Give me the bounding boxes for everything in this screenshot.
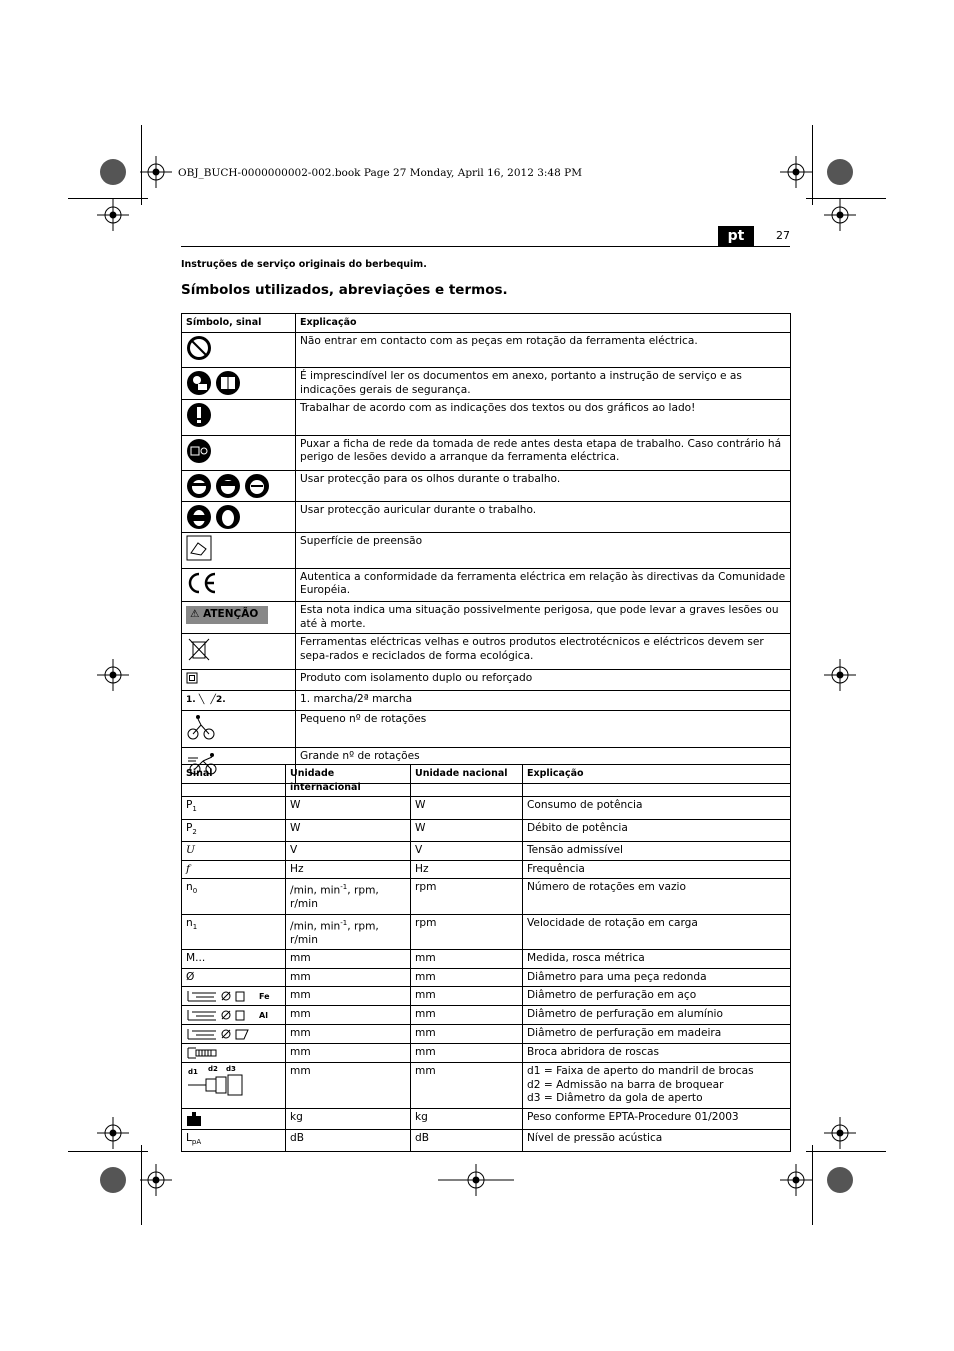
symbols-table: [181, 313, 791, 784]
sign-subscript: 1: [192, 922, 198, 931]
explanation-cell: Diâmetro de perfuração em madeira: [523, 1025, 791, 1044]
exclamation-icon: [186, 402, 212, 428]
symbol-cell: [182, 471, 296, 502]
explanation-cell: Peso conforme EPTA-Procedure 01/2003: [523, 1108, 791, 1129]
table-row: [182, 879, 791, 915]
col-header-explanation: Explicação: [296, 314, 791, 333]
drill-aluminium-icon: [186, 1008, 281, 1022]
intl-unit-cell: W: [286, 819, 411, 842]
explanation-cell: Esta nota indica uma situação possivelmente perigosa, que pode levar a graves lesões ou até à morte.: [296, 602, 791, 634]
intl-unit-cell: /min, $\min^{-1}$, rpm, r/min: [286, 914, 411, 950]
explanation-cell: Diâmetro de perfuração em alumínio: [523, 1006, 791, 1025]
sign-symbol: f: [186, 862, 190, 875]
explanation-cell: É imprescindível ler os documentos em anexo, portanto a instrução de serviço e as indicações gerais de segurança.: [296, 368, 791, 400]
table-row: [182, 400, 791, 436]
sign-cell: [182, 1006, 286, 1025]
explanation-cell: Frequência: [523, 860, 791, 879]
sign-cell: [182, 1108, 286, 1129]
double-insulation-icon: [186, 672, 198, 684]
table-row: [182, 797, 791, 820]
natl-unit-cell: Hz: [411, 860, 523, 879]
table-row: [182, 435, 791, 471]
col-header-intl-unit: Unidade internacional: [286, 765, 411, 797]
symbol-cell: [182, 602, 296, 634]
sign-cell: [182, 1044, 286, 1063]
ear-muffs-icon: [186, 504, 212, 530]
explanation-cell: Nível de pressão acústica: [523, 1129, 791, 1152]
read-manual-icon: [186, 370, 212, 396]
book-icon: [215, 370, 241, 396]
face-shield-icon: [215, 473, 241, 499]
explanation-cell: Trabalhar de acordo com as indicações dos textos ou dos gráficos ao lado!: [296, 400, 791, 436]
explanation-cell: Diâmetro de perfuração em aço: [523, 987, 791, 1006]
natl-unit-cell: rpm: [411, 914, 523, 950]
explanation-cell: Velocidade de rotação em carga: [523, 914, 791, 950]
table-row: [182, 987, 791, 1006]
table-row: [182, 602, 791, 634]
sign-symbol: Ø: [186, 970, 195, 983]
warning-text: ATENÇÃO: [203, 608, 259, 620]
natl-unit-cell: W: [411, 797, 523, 820]
crossed-bin-icon: [186, 636, 212, 662]
intl-unit-cell: mm: [286, 968, 411, 987]
sign-subscript: 0: [192, 887, 198, 896]
intl-unit-cell: /min, $\min^{-1}$, rpm, r/min: [286, 879, 411, 915]
explanation-cell: Broca abridora de roscas: [523, 1044, 791, 1063]
ce-mark-icon: [186, 571, 218, 595]
tap-icon: [186, 1046, 281, 1060]
table-row: [182, 533, 791, 569]
sign-cell: [182, 842, 286, 861]
intl-unit-cell: Hz: [286, 860, 411, 879]
warning-label: [186, 606, 268, 624]
table-row: [182, 1129, 791, 1152]
symbol-cell: [182, 502, 296, 533]
intl-unit-cell: W: [286, 797, 411, 820]
sign-symbol: L: [186, 1131, 192, 1144]
table-row: [182, 842, 791, 861]
symbol-cell: [182, 568, 296, 602]
intl-unit-cell: dB: [286, 1129, 411, 1152]
gear-1-2-icon: 1. ╲ ╱2.: [186, 695, 226, 705]
table-row: [182, 860, 791, 879]
intl-unit-cell: mm: [286, 1006, 411, 1025]
explanation-cell: 1. marcha/2ª marcha: [296, 691, 791, 711]
natl-unit-cell: mm: [411, 1025, 523, 1044]
table-row: [182, 568, 791, 602]
intl-unit-cell: mm: [286, 950, 411, 969]
table-row: [182, 914, 791, 950]
table-row: [182, 1108, 791, 1129]
natl-unit-cell: rpm: [411, 879, 523, 915]
sign-cell: [182, 1129, 286, 1152]
ear-protection-icon: [215, 504, 241, 530]
natl-unit-cell: mm: [411, 968, 523, 987]
table-row: [182, 502, 791, 533]
table-row: [182, 634, 791, 670]
chuck-d1-d2-d3-icon: [186, 1065, 281, 1097]
sign-cell: [182, 914, 286, 950]
symbol-cell: [182, 435, 296, 471]
material-label: Al: [259, 1010, 268, 1020]
grip-surface-icon: [186, 535, 212, 561]
subtitle: Instruções de serviço originais do berbequim.: [181, 259, 427, 270]
table-row: [182, 691, 791, 711]
symbol-cell: [182, 669, 296, 691]
sign-symbol: M...: [186, 952, 206, 965]
sign-subscript: 2: [192, 827, 197, 836]
explanation-cell: Não entrar em contacto com as peças em rotação da ferramenta eléctrica.: [296, 332, 791, 368]
table-row: [182, 332, 791, 368]
book-info-line: OBJ_BUCH-0000000002-002.book Page 27 Monday, April 16, 2012 3:48 PM: [178, 167, 582, 179]
natl-unit-cell: mm: [411, 1063, 523, 1109]
symbol-cell: [182, 400, 296, 436]
warning-triangle-icon: ⚠: [190, 608, 200, 620]
sign-subscript: pA: [191, 1137, 202, 1146]
explanation-cell: Consumo de potência: [523, 797, 791, 820]
natl-unit-cell: V: [411, 842, 523, 861]
table-row: [182, 710, 791, 748]
sign-cell: [182, 1063, 286, 1109]
col-header-symbol: Símbolo, sinal: [182, 314, 296, 333]
explanation-cell: Superfície de preensão: [296, 533, 791, 569]
explanation-cell: Tensão admissível: [523, 842, 791, 861]
explanation-cell: Medida, rosca métrica: [523, 950, 791, 969]
symbol-cell: [182, 368, 296, 400]
goggles-icon: [186, 473, 212, 499]
drill-wood-icon: [186, 1027, 281, 1041]
col-header-sign: Sinal: [182, 765, 286, 797]
natl-unit-cell: mm: [411, 1006, 523, 1025]
sign-cell: [182, 879, 286, 915]
table-header-row: [182, 765, 791, 797]
sign-symbol: n: [186, 916, 193, 929]
sign-symbol: P: [186, 821, 193, 834]
explanation-cell: Ferramentas eléctricas velhas e outros produtos electrotécnicos e eléctricos devem ser sepa-rados e reciclados de forma ecológica.: [296, 634, 791, 670]
sign-cell: [182, 797, 286, 820]
natl-unit-cell: mm: [411, 987, 523, 1006]
table-row: [182, 1006, 791, 1025]
safety-glasses-icon: [244, 473, 270, 499]
table-row: [182, 1063, 791, 1109]
table-row: [182, 368, 791, 400]
sign-cell: [182, 860, 286, 879]
natl-unit-cell: dB: [411, 1129, 523, 1152]
table-row: [182, 819, 791, 842]
explanation-cell: Grande nº de rotações: [296, 748, 791, 784]
symbol-cell: [182, 533, 296, 569]
explanation-cell: d1 = Faixa de aperto do mandril de brocas d2 = Admissão na barra de broquear d3 = Diâmetro da gola de aperto: [523, 1063, 791, 1109]
explanation-cell: Autentica a conformidade da ferramenta eléctrica em relação às directivas da Comunidade Européia.: [296, 568, 791, 602]
explanation-cell: Puxar a ficha de rede da tomada de rede antes desta etapa de trabalho. Caso contrário há perigo de lesões devido a arranque da ferramenta eléctrica.: [296, 435, 791, 471]
natl-unit-cell: W: [411, 819, 523, 842]
sign-symbol: U: [186, 844, 195, 857]
unplug-icon: [186, 438, 212, 464]
header-rule: [181, 246, 790, 247]
language-tab: pt: [718, 226, 754, 246]
intl-unit-cell: mm: [286, 987, 411, 1006]
table-row: [182, 1025, 791, 1044]
table-row: [182, 471, 791, 502]
symbol-cell: [182, 332, 296, 368]
no-touch-rotating-icon: [186, 335, 212, 361]
explanation-cell: Usar protecção auricular durante o trabalho.: [296, 502, 791, 533]
drill-steel-icon: [186, 989, 281, 1003]
svg-text:d1: d1: [188, 1068, 198, 1077]
symbol-cell: [182, 634, 296, 670]
explanation-cell: Pequeno nº de rotações: [296, 710, 791, 748]
units-table: [181, 764, 791, 1152]
table-row: [182, 1044, 791, 1063]
table-row: [182, 950, 791, 969]
explanation-cell: Diâmetro para uma peça redonda: [523, 968, 791, 987]
intl-unit-cell: mm: [286, 1044, 411, 1063]
explanation-cell: Produto com isolamento duplo ou reforçado: [296, 669, 791, 691]
symbol-cell: [182, 691, 296, 711]
intl-unit-cell: mm: [286, 1063, 411, 1109]
natl-unit-cell: mm: [411, 1044, 523, 1063]
sign-subscript: 1: [192, 805, 197, 814]
col-header-explanation: Explicação: [523, 765, 791, 797]
section-title: Símbolos utilizados, abreviações e termos.: [181, 282, 508, 298]
col-header-natl-unit: Unidade nacional: [411, 765, 523, 797]
intl-unit-cell: V: [286, 842, 411, 861]
sign-cell: [182, 1025, 286, 1044]
explanation-cell: Débito de potência: [523, 819, 791, 842]
material-label: Fe: [259, 991, 270, 1001]
sign-cell: [182, 968, 286, 987]
natl-unit-cell: mm: [411, 950, 523, 969]
explanation-cell: Número de rotações em vazio: [523, 879, 791, 915]
intl-unit-cell: mm: [286, 1025, 411, 1044]
explanation-cell: Usar protecção para os olhos durante o trabalho.: [296, 471, 791, 502]
weight-icon: [186, 1111, 281, 1127]
slow-bicycle-icon: [186, 713, 216, 741]
sign-cell: [182, 950, 286, 969]
sign-cell: [182, 987, 286, 1006]
svg-text:d2: d2: [208, 1065, 218, 1074]
table-header-row: [182, 314, 791, 333]
svg-text:d3: d3: [226, 1065, 236, 1074]
sign-symbol: P: [186, 799, 193, 811]
intl-unit-cell: kg: [286, 1108, 411, 1129]
natl-unit-cell: kg: [411, 1108, 523, 1129]
symbol-cell: [182, 710, 296, 748]
table-row: [182, 669, 791, 691]
table-row: [182, 968, 791, 987]
sign-symbol: n: [186, 881, 193, 894]
sign-cell: [182, 819, 286, 842]
page-number: 27: [776, 229, 790, 242]
